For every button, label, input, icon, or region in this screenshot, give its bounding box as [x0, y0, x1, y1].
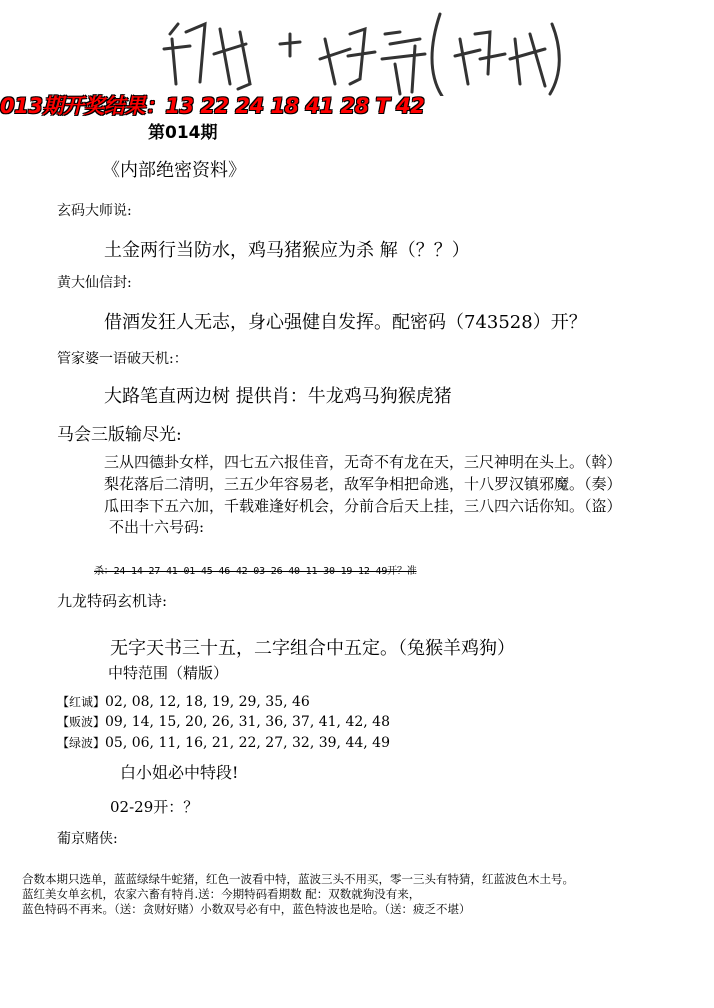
jiulong-poem: 无字天书三十五，二字组合中五定。（兔猴羊鸡狗） — [110, 638, 515, 659]
pujing-label: 葡京赌侠: — [57, 831, 118, 847]
huang-label: 黄大仙信封: — [57, 275, 132, 291]
row-label: 【绿波】 — [57, 736, 106, 750]
footer-line: 合数本期只选单，蓝蓝绿绿牛蛇猪，红色一波看中特，蓝波三头不用买，零一三头有特猜，红蓝波色木土号。 — [22, 872, 574, 886]
jiulong-label: 九龙特码玄机诗: — [57, 592, 168, 610]
mahui-poem — [104, 451, 622, 517]
row-label: 【贩波】 — [57, 715, 106, 729]
document-title: 《内部绝密资料》 — [102, 160, 246, 181]
mahui-line: 梨花落后二清明，三五少年容易老，敌军争相把命逃，十八罗汉镇邪魔。（奏） — [104, 475, 622, 493]
banner-logo — [150, 4, 570, 96]
xuanma-label: 玄码大师说: — [57, 203, 132, 219]
row-numbers: 02, 08, 12, 18, 19, 29, 35, 46 — [105, 694, 310, 710]
number-row — [57, 711, 390, 730]
xuanma-text: 土金两行当防水，鸡马猪猴应为杀 解（？？） — [104, 240, 470, 261]
mahui-label: 马会三版输尽光: — [57, 425, 182, 445]
number-row — [57, 691, 310, 710]
range-title: 中特范围（精版） — [108, 664, 229, 682]
guanjia-label: 管家婆一语破天机:： — [57, 351, 188, 367]
huang-text: 借酒发狂人无志，身心强健自发挥。配密码（743528）开？ — [104, 312, 587, 333]
footer-line: 蓝红美女单玄机，农家六畜有特肖.送：今期特码看期数 配：双数就狗没有来， — [22, 887, 421, 901]
row-label: 【红诚】 — [57, 695, 106, 709]
issue-number: 第014期 — [148, 123, 218, 143]
zero-two-line: 02-29开：？ — [110, 798, 199, 816]
mahui-line: 瓜田李下五六加，千载难逢好机会，分前合后天上挂，三八四六话你知。（盗） — [104, 497, 622, 515]
result-line: 013期开奖结果：13 22 24 18 41 28 T 42 — [0, 94, 425, 118]
bai-line: 白小姐必中特段! — [120, 763, 239, 782]
number-row — [57, 732, 390, 751]
no-number-label: 不出十六号码: — [109, 518, 205, 536]
mahui-line: 三从四德卦女样，四七五六报佳音，无奇不有龙在天，三尺神明在头上。（斡） — [104, 453, 622, 471]
row-numbers: 05, 06, 11, 16, 21, 22, 27, 32, 39, 44, 49 — [105, 735, 390, 751]
footer-notes — [22, 872, 574, 917]
guanjia-text: 大路笔直两边树 提供肖：牛龙鸡马狗猴虎猪 — [104, 386, 452, 407]
footer-line: 蓝色特码不再来。（送：贪财好赌）小数双号必有中，蓝色特波也是哈。（送：疲乏不堪） — [22, 902, 471, 916]
banner-logo-art — [150, 4, 570, 96]
kill-line: 杀：24 14 27 41 01 45 46 42 03 26 40 11 30 19 12 49开？准 — [94, 566, 417, 577]
row-numbers: 09, 14, 15, 20, 26, 31, 36, 37, 41, 42, 48 — [105, 714, 390, 730]
